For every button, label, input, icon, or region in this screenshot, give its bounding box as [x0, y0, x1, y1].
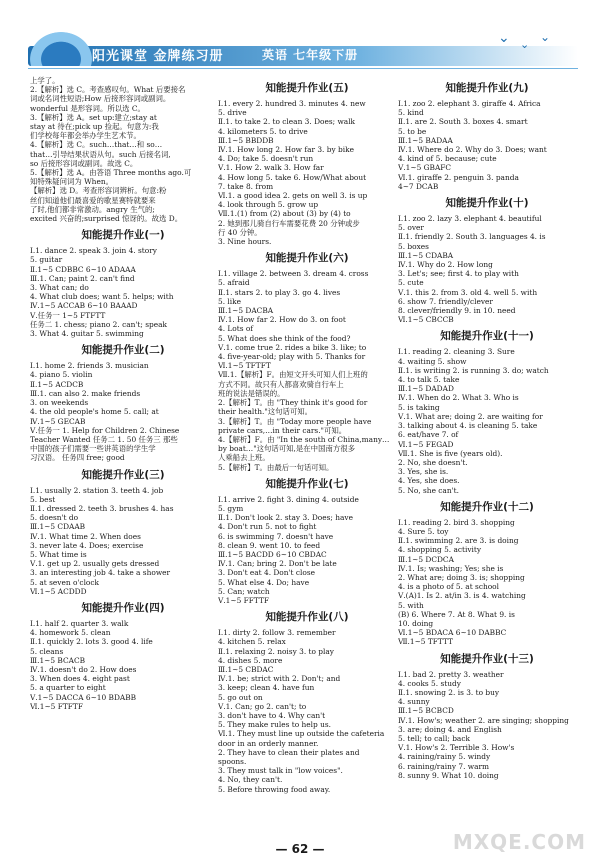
bird-icon: ⌄: [520, 38, 530, 51]
answer-line: Ⅳ.1. When do 2. What 3. Who is: [398, 393, 519, 403]
answer-line: 10. doing: [398, 618, 434, 628]
answer-line: 4.【解析】选 C。such…that…和 so…: [30, 140, 163, 150]
answer-line: Ⅱ.1~5 CDBBC 6~10 ADAAA: [30, 264, 136, 274]
section-heading: 知能提升作业(七): [265, 477, 349, 490]
answer-line: 4. is a photo of 5. at school: [398, 582, 499, 592]
answer-line: 6. eat/have 7. of: [398, 430, 459, 440]
answer-line: Ⅲ.1~5 DACBA: [218, 306, 274, 316]
answer-line: 任务二 1. chess; piano 2. can't; speak: [30, 319, 168, 329]
answer-line: 3. on weekends: [30, 398, 89, 408]
answer-line: Ⅶ.1.【解析】F。由短文开头可知人们上班的: [218, 370, 368, 380]
answer-line: Ⅲ.1~5 CBDAC: [218, 664, 274, 674]
answer-line: 5. boxes: [398, 241, 429, 251]
section-heading: 知能提升作业(五): [265, 82, 349, 94]
answer-line: 8. sunny 9. What 10. doing: [398, 770, 499, 780]
answer-line: Ⅵ.1~5 BDACA 6~10 DABBC: [398, 628, 507, 638]
section-heading: 知能提升作业(九): [445, 82, 529, 94]
answer-line: Ⅳ.1. Why do 2. How long: [398, 260, 493, 270]
answer-line: 5. over: [398, 223, 424, 233]
header-divider: [28, 68, 578, 69]
answer-line: 4. to talk 5. take: [398, 375, 460, 385]
answer-line: 5. Can; watch: [218, 586, 270, 596]
answer-line: 3. Don't eat 4. Don't close: [218, 568, 315, 578]
answer-line: 3.【解析】T。由 "Today more people have: [218, 416, 372, 426]
answer-line: 5. kind: [398, 108, 424, 118]
answer-line: Ⅵ.1~5 FEGAD: [398, 439, 454, 449]
answer-column-middle: [218, 76, 396, 794]
answer-line: Ⅵ.1. They must line up outside the cafeteria: [218, 729, 385, 739]
answer-line: 7. take 8. from: [218, 181, 274, 191]
answer-line: Ⅰ.1. home 2. friends 3. musician: [30, 361, 149, 371]
answer-line: Ⅰ.1. dirty 2. follow 3. remember: [218, 628, 336, 638]
answer-line: 词或名词性短语;How 后接形容词或副词。: [30, 94, 171, 104]
answer-line: 5. tell; to call; back: [398, 733, 470, 743]
answer-line: 5. best: [30, 494, 56, 504]
answer-line: 3.【解析】选 A。set up:建立;stay at: [30, 112, 157, 122]
answer-line: 4. look through 5. grow up: [218, 200, 319, 210]
answer-line: Ⅲ.1~5 DCDCA: [398, 554, 454, 564]
answer-line: by boat…"这句话可知,是在中国南方很多: [218, 444, 356, 454]
answer-line: Ⅱ.1. Don't look 2. stay 3. Does; have: [218, 513, 353, 523]
answer-line: Ⅱ.1. stars 2. to play 3. go 4. lives: [218, 287, 341, 297]
answer-line: 5. What else 4. Do; have: [218, 577, 310, 587]
answer-line: 4. raining/rainy 5. windy: [398, 752, 491, 762]
answer-line: Ⅴ.1. How 2. walk 3. How far: [218, 163, 324, 173]
answer-line: 5. is taking: [398, 402, 440, 412]
answer-line: 知特殊疑问词为 When。: [30, 177, 113, 187]
answer-line: 4. cooks 5. study: [398, 678, 461, 688]
answer-line: Ⅰ.1. every 2. hundred 3. minutes 4. new: [218, 99, 366, 108]
answer-line: 5. afraid: [218, 278, 250, 288]
answer-line: Ⅴ.1. come true 2. rides a bike 3. like; to: [218, 342, 367, 352]
answer-line: Ⅳ.1. doesn't do 2. How does: [30, 664, 137, 674]
bird-icon: ⌄: [540, 30, 551, 44]
answer-line: 3. Yes, she is.: [398, 467, 449, 477]
section-heading: 知能提升作业(一): [81, 229, 165, 242]
answer-line: Ⅱ.1. dressed 2. teeth 3. brushes 4. has: [30, 503, 174, 513]
watermark: MXQE.COM: [452, 830, 586, 854]
answer-line: Ⅱ.1~5 ACDCB: [30, 379, 84, 389]
answer-line: Ⅶ.1~5 TFTTT: [398, 637, 453, 647]
answer-line: Ⅳ.1~5 GECAB: [30, 416, 86, 426]
answer-line: 3. keep; clean 4. have fun: [218, 683, 315, 693]
answer-line: 3. They must talk in "low voices".: [218, 766, 343, 776]
answer-line: Ⅳ.1. Can; bring 2. Don't be late: [218, 559, 337, 569]
answer-line: 4. Don't run 5. not to fight: [218, 522, 317, 532]
answer-line: 6. is swimming 7. doesn't have: [218, 531, 334, 541]
page-header: [0, 0, 600, 72]
answer-line: 5. doesn't do: [30, 513, 79, 523]
answer-line: Ⅴ.任务一 1~5 FTFTT: [30, 310, 106, 320]
answer-line: Ⅱ.1. swimming 2. are 3. is doing: [398, 536, 519, 546]
answer-line: 4. kind of 5. because; cute: [398, 154, 497, 164]
answer-line: 4. dishes 5. more: [218, 655, 283, 665]
answer-line: Ⅲ.1~5 CDAAB: [30, 522, 86, 532]
page-number: — 62 —: [275, 842, 325, 856]
answer-line: 8. clever/friendly 9. in 10. need: [398, 306, 516, 316]
answer-line: Ⅰ.1. half 2. quarter 3. walk: [30, 618, 129, 628]
answer-line: 8. clean 9. went 10. to feed: [218, 540, 321, 550]
answer-line: 3. an interesting job 4. take a shower: [30, 568, 171, 578]
answer-line: 4. What club does; want 5. helps; with: [30, 292, 174, 302]
globe-logo: [30, 32, 92, 66]
answer-line: Ⅴ.1~5 DACCA 6~10 BDABB: [30, 692, 137, 702]
answer-line: Ⅳ.1. Is; washing; Yes; she is: [398, 563, 504, 573]
answer-line: 们学校每年都会举办学生艺术节。: [30, 131, 141, 141]
answer-line: Ⅵ.1. a good idea 2. gets on well 3. is up: [218, 191, 368, 201]
answer-line: Ⅳ.1. Where do 2. Why do 3. Does; want: [398, 145, 547, 155]
answer-line: Ⅰ.1. bad 2. pretty 3. weather: [398, 669, 504, 679]
answer-line: 2.【解析】T。由 "They think it's good for: [218, 398, 368, 408]
answer-line: 5. to be: [398, 126, 427, 136]
answer-line: 4. Sure 5. toy: [398, 526, 449, 536]
answer-line: 上学了。: [30, 76, 60, 85]
answer-line: Ⅰ.1. arrive 2. fight 3. dining 4. outside: [218, 494, 359, 504]
answer-line: private cars,…in their cars."可知。: [218, 425, 347, 435]
answer-line: Ⅵ.1~5 ACDDD: [30, 586, 87, 596]
answer-line: 中国的孩子们需要一些讲英语的学生学: [30, 444, 156, 454]
answer-line: 4.【解析】F。由 "In the south of China,many…: [218, 434, 390, 444]
answer-line: 3. talking about 4. is cleaning 5. take: [398, 421, 538, 431]
answer-line: Ⅰ.1. reading 2. bird 3. shopping: [398, 517, 515, 527]
answer-line: that…引导结果状语从句。such 后接名词,: [30, 149, 171, 159]
answer-line: Ⅱ.1. is writing 2. is running 3. do; watch: [398, 365, 549, 375]
answer-line: 班的说法是错误的。: [218, 388, 285, 398]
answer-line: Ⅴ.1. How's 2. Terrible 3. How's: [398, 743, 515, 753]
answer-line: Ⅴ.1. get up 2. usually gets dressed: [30, 559, 160, 569]
answer-line: Ⅵ.1. giraffe 2. penguin 3. panda: [398, 172, 519, 182]
answer-line: Ⅱ.1. friendly 2. South 3. languages 4. is: [398, 232, 546, 242]
answer-line: Ⅵ.1~5 FTFTF: [30, 701, 83, 711]
answer-line: 6. raining/rainy 7. warm: [398, 761, 490, 771]
answer-line: 4. Yes, she does.: [398, 476, 460, 486]
answer-line: 人乘船去上班。: [218, 453, 270, 463]
answer-line: 5. like: [218, 296, 241, 306]
answer-line: Ⅴ.1. this 2. from 3. old 4. well 5. with: [398, 287, 538, 297]
section-heading: 知能提升作业(十三): [440, 652, 534, 665]
answer-line: 3. never late 4. Does; exercise: [30, 540, 144, 550]
answer-line: 2.【解析】选 C。考查感叹句。What 后要接名: [30, 85, 186, 95]
answer-line: wonderful 是形容词。所以选 C。: [30, 103, 145, 113]
bird-icon: ⌄: [498, 30, 510, 46]
answer-line: 2. No, she doesn't.: [398, 457, 468, 467]
answer-line: Ⅳ.1. How long 2. How far 3. by bike: [218, 145, 354, 155]
answer-line: 2. They have to clean their plates and: [218, 747, 360, 757]
answer-line: 3. Let's; see; first 4. to play with: [398, 269, 519, 279]
answer-line: 4~7 DCAB: [398, 181, 439, 191]
answer-column-left: [30, 76, 216, 711]
answer-line: 5. They make rules to help us.: [218, 720, 332, 730]
answer-line: 2. What are; doing 3. is; shopping: [398, 572, 525, 582]
answer-line: spoons.: [218, 757, 247, 766]
answer-line: Ⅶ.1. She is five (years old).: [398, 448, 503, 458]
answer-line: Ⅰ.1. zoo 2. elephant 3. giraffe 4. Africa: [398, 99, 541, 108]
answer-line: Ⅴ.任务一 1. Help for Children 2. Chinese: [30, 425, 180, 435]
answer-line: Ⅲ.1~5 DADAD: [398, 384, 454, 394]
answer-line: 4. waiting 5. show: [398, 356, 467, 366]
answer-line: 4. Lots of: [218, 324, 254, 334]
answer-line: Ⅱ.1. quickly 2. lots 3. good 4. life: [30, 637, 153, 647]
answer-line: Ⅱ.1. snowing 2. is 3. to buy: [398, 687, 500, 697]
answer-line: 习汉语。 任务四 free; good: [30, 453, 125, 463]
answer-line: 5.【解析】选 A。由答语 Three months ago.可: [30, 168, 192, 178]
answer-line: 4. sunny: [398, 697, 430, 707]
answer-line: Ⅲ.1~5 BACDD 6~10 CBDAC: [218, 549, 327, 559]
answer-line: Ⅲ.1~5 BBDDB: [218, 135, 274, 145]
answer-line: 5. No, she can't.: [398, 485, 459, 495]
section-heading: 知能提升作业(十二): [440, 500, 534, 513]
answer-line: 3. are; doing 4. and English: [398, 724, 502, 734]
answer-line: Ⅰ.1. village 2. between 3. dream 4. cross: [218, 269, 369, 279]
answer-line: 5. cute: [398, 278, 424, 288]
answer-line: Ⅱ.1. are 2. South 3. boxes 4. smart: [398, 117, 528, 127]
answer-line: Ⅳ.1. be; strict with 2. Don't; and: [218, 674, 341, 684]
answer-line: Ⅲ.1. can also 2. make friends: [30, 388, 141, 398]
answer-line: Ⅰ.1. reading 2. cleaning 3. Sure: [398, 347, 515, 357]
answer-line: Ⅴ.1. Can; go 2. can't; to: [218, 701, 307, 711]
answer-line: 4. homework 5. clean: [30, 628, 111, 638]
section-heading: 知能提升作业(四): [81, 601, 165, 614]
answer-line: 5.【解析】T。由最后一句话可知。: [218, 462, 334, 472]
answer-line: Ⅳ.1. How's; weather 2. are singing; shopping: [398, 715, 569, 725]
answer-line: Ⅲ.1~5 BCACB: [30, 655, 86, 665]
answer-line: 丝们知道他们最喜爱的歌星赛特就要来: [30, 195, 156, 205]
answer-line: Ⅲ.1. Can; paint 2. can't find: [30, 273, 135, 283]
section-heading: 知能提升作业(八): [265, 611, 349, 624]
answer-line: Teacher Wanted 任务二 1. 50 任务三 那些: [30, 434, 178, 444]
answer-line: 4. kitchen 5. relax: [218, 637, 286, 647]
answer-line: 【解析】选 D。考查形容词辨析。句意:粉: [30, 186, 167, 196]
answer-line: 5. gym: [218, 503, 244, 513]
answer-line: Ⅴ.1~5 GBAFC: [398, 163, 452, 173]
answer-line: 方式不同。故只有人都喜欢骑自行车上: [218, 379, 344, 389]
section-heading: 知能提升作业(六): [265, 252, 349, 265]
answer-line: 3. Nine hours.: [218, 237, 272, 247]
answer-line: Ⅵ.1~5 TFTFT: [218, 361, 271, 371]
section-heading: 知能提升作业(十): [445, 197, 529, 210]
answer-line: 4. five-year-old; play with 5. Thanks for: [218, 352, 366, 362]
answer-line: Ⅳ.1. What time 2. When does: [30, 531, 141, 541]
answer-line: Ⅶ.1.(1) from (2) about (3) by (4) to: [218, 209, 351, 219]
answer-line: Ⅲ.1~5 BCBCD: [398, 706, 454, 716]
answer-line: 5. What time is: [30, 549, 87, 559]
book-brand: 阳光课堂 金牌练习册: [92, 49, 224, 64]
section-heading: 知能提升作业(三): [81, 468, 165, 481]
answer-line: Ⅴ.(A)1. Is 2. at/in 3. is 4. watching: [398, 591, 526, 601]
answer-line: Ⅳ.1~5 ACCAB 6~10 BAAAD: [30, 301, 138, 311]
answer-line: 2. 她到那儿骑自行车需要花费 20 分钟或步: [218, 218, 360, 228]
answer-line: Ⅲ.1~5 BADAA: [398, 135, 453, 145]
answer-line: Ⅰ.1. dance 2. speak 3. join 4. story: [30, 246, 157, 256]
answer-column-right: [398, 76, 576, 780]
answer-line: Ⅱ.1. relaxing 2. noisy 3. to play: [218, 646, 334, 656]
answer-line: 5. with: [398, 600, 424, 610]
answer-line: 3. What 4. guitar 5. swimming: [30, 329, 144, 339]
answer-line: Ⅵ.1~5 CBCCB: [398, 315, 454, 325]
answer-line: 5. at seven o'clock: [30, 577, 100, 587]
subject-title: 英语 七年级下册: [262, 48, 359, 62]
answer-line: 4. shopping 5. activity: [398, 545, 482, 555]
answer-line: Ⅴ.1~5 FFTTF: [218, 595, 270, 605]
answer-line: 5. Before throwing food away.: [218, 784, 331, 794]
answer-line: Ⅱ.1. to take 2. to clean 3. Does; walk: [218, 117, 356, 127]
answer-line: 4. piano 5. violin: [30, 370, 93, 380]
answer-line: 4. No, they can't.: [218, 775, 283, 785]
answer-line: Ⅰ.1. usually 2. station 3. teeth 4. job: [30, 485, 164, 495]
answer-line: 5. cleans: [30, 646, 64, 656]
answer-line: (B) 6. Where 7. At 8. What 9. is: [398, 609, 515, 619]
answer-line: 3. What can; do: [30, 283, 89, 293]
answer-line: excited 兴奋的;surprised 惊讶的。故选 D。: [30, 214, 183, 224]
answer-line: 了时,他们都非常激动。angry 生气的;: [30, 204, 155, 214]
answer-line: 4. the old people's home 5. call; at: [30, 407, 159, 417]
answer-line: Ⅳ.1. How far 2. How do 3. on foot: [218, 315, 346, 325]
answer-line: so 后接形容词或副词。故选 C。: [30, 158, 138, 168]
answer-line: 行 40 分钟。: [218, 227, 262, 237]
answer-line: 5. guitar: [30, 255, 63, 265]
answer-line: 4. How long 5. take 6. How/What about: [218, 172, 367, 182]
answer-line: Ⅰ.1. zoo 2. lazy 3. elephant 4. beautiful: [398, 214, 542, 224]
answer-line: door in an orderly manner.: [218, 738, 319, 748]
answer-line: 4. kilometers 5. to drive: [218, 126, 308, 136]
answer-line: Ⅲ.1~5 CDABA: [398, 250, 454, 260]
answer-line: 5. drive: [218, 108, 247, 118]
answer-line: 3. When does 4. eight past: [30, 674, 130, 684]
answer-line: 5. a quarter to eight: [30, 683, 106, 693]
answer-line: 6. show 7. friendly/clever: [398, 296, 493, 306]
answer-line: Ⅴ.1. What are; doing 2. are waiting for: [398, 411, 543, 421]
answer-line: their health."这句话可知。: [218, 407, 313, 417]
section-heading: 知能提升作业(二): [81, 344, 165, 357]
answer-line: 4. Do; take 5. doesn't run: [218, 154, 314, 164]
answer-line: stay at 待在;pick up 捡起。句意为:我: [30, 122, 159, 132]
answer-line: 5. go out on: [218, 692, 263, 702]
section-heading: 知能提升作业(十一): [440, 330, 534, 343]
answer-line: 3. don't have to 4. Why can't: [218, 710, 326, 720]
answer-line: 5. What does she think of the food?: [218, 333, 351, 343]
